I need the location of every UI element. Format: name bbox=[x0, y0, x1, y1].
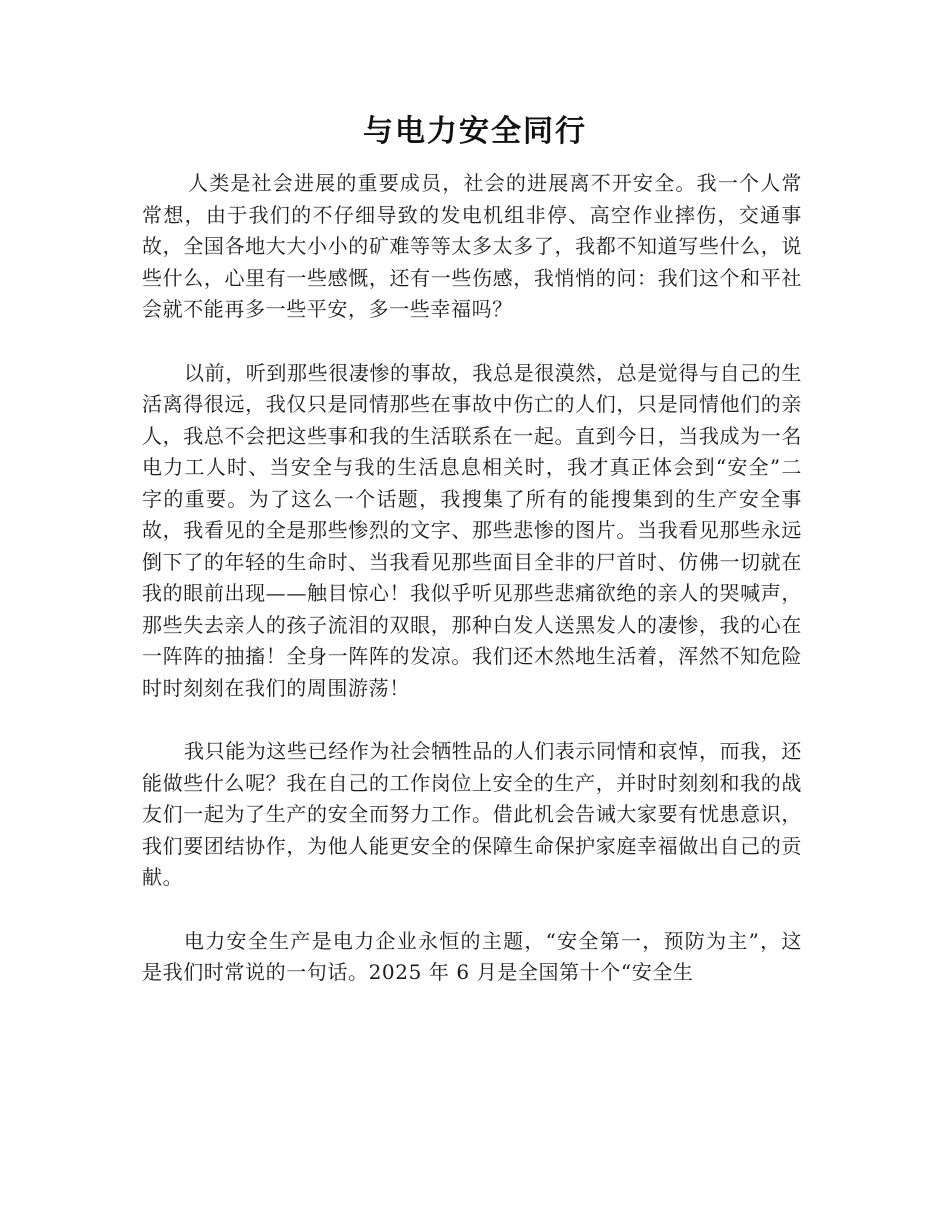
paragraph-2: 以前，听到那些很凄惨的事故，我总是很漠然，总是觉得与自己的生活离得很远，我仅只是同情那些在事故中伤亡的人们，只是同情他们的亲人，我总不会把这些事和我的生活联系在一起。直到今日，当我成为一名电力工人时、当安全与我的生活息息相关时，我才真正体会到“安全”二字的重要。为了这么一个话题，我搜集了所有的能搜集到的生产安全事故，我看见的全是那些惨烈的文字、那些悲惨的图片。当我看见那些永远倒下了的年轻的生命时、当我看见那些面目全非的尸首时、仿佛一切就在我的眼前出现——触目惊心！我似乎听见那些悲痛欲绝的亲人的哭喊声，那些失去亲人的孩子流泪的双眼，那种白发人送黑发人的凄惨，我的心在一阵阵的抽搐！全身一阵阵的发凉。我们还木然地生活着，浑然不知危险时时刻刻在我们的周围游荡！ bbox=[142, 360, 802, 700]
paragraph-4: 电力安全生产是电力企业永恒的主题，“安全第一，预防为主”，这是我们时常说的一句话。2025 年 6 月是全国第十个“安全生 bbox=[142, 928, 802, 984]
paragraph-1: 人类是社会进展的重要成员，社会的进展离不开安全。我一个人常常想，由于我们的不仔细导致的发电机组非停、高空作业摔伤，交通事故，全国各地大大小小的矿难等等太多太多了，我都不知道写些什么，说些什么，心里有一些感慨，还有一些伤感，我悄悄的问：我们这个和平社会就不能再多一些平安，多一些幸福吗？ bbox=[142, 171, 802, 321]
document-title: 与电力安全同行 bbox=[363, 114, 587, 149]
paragraph-3: 我只能为这些已经作为社会牺牲品的人们表示同情和哀悼，而我，还能做些什么呢？我在自己的工作岗位上安全的生产，并时时刻刻和我的战友们一起为了生产的安全而努力工作。借此机会告诫大家要有忧患意识，我们要团结协作，为他人能更安全的保障生命保护家庭幸福做出自己的贡献。 bbox=[142, 739, 802, 889]
document-body bbox=[142, 168, 802, 1021]
